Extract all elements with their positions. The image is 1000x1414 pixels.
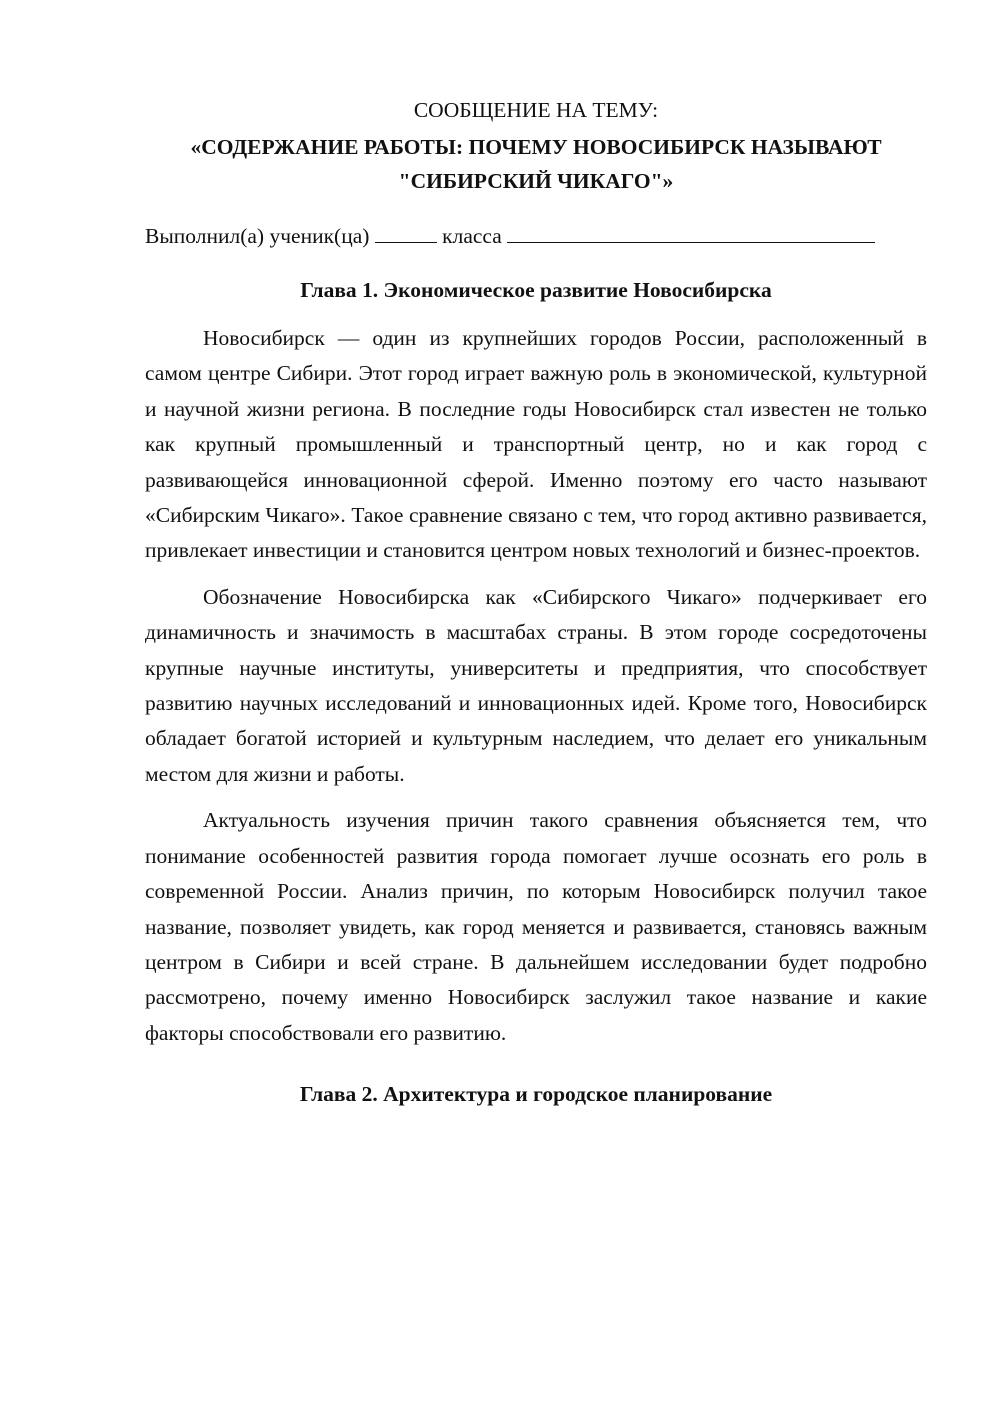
topic-label: СООБЩЕНИЕ НА ТЕМУ: xyxy=(413,98,659,122)
chapter-1-paragraph-1: Новосибирск — один из крупнейших городов России, расположенный в самом центре Сибири. Этот город играет важную роль в экономической, культурной и научной жизни региона. В последние годы Новосибирск стал известен не только как крупный промышленный и транспортный центр, но и как город с развивающейся инновационной сферой. Именно поэтому его часто называют «Сибирским Чикаго». Такое сравнение связано с тем, что город активно развивается, привлекает инвестиции и становится центром новых технологий и бизнес-проектов. xyxy=(145,326,927,563)
signature-line xyxy=(145,218,927,253)
chapter-2-heading: Глава 2. Архитектура и городское планирование xyxy=(299,1082,773,1107)
document-page xyxy=(145,93,927,1125)
class-number-blank xyxy=(375,218,437,243)
class-word-text: класса xyxy=(442,224,502,248)
chapter-1-paragraph-2: Обозначение Новосибирска как «Сибирского Чикаго» подчеркивает его динамичность и значимость в масштабах страны. В этом городе сосредоточены крупные научные институты, университеты и предприятия, что способствует развитию научных исследований и инновационных идей. Кроме того, Новосибирск обладает богатой историей и культурным наследием, что делает его уникальным местом для жизни и работы. xyxy=(145,584,927,786)
name-blank xyxy=(507,218,875,243)
performed-by-text: Выполнил(а) ученик(ца) xyxy=(145,224,370,248)
chapter-1-paragraph-3: Актуальность изучения причин такого сравнения объясняется тем, что понимание особенностей развития города помогает лучше осознать его роль в современной России. Анализ причин, по которым Новосибирск получил такое название, позволяет увидеть, как город меняется и развивается, становясь важным центром в Сибири и всей стране. В дальнейшем исследовании будет подробно рассмотрено, почему именно Новосибирск заслужил такое название и какие факторы способствовали его развитию. xyxy=(145,808,927,1045)
chapter-1-heading: Глава 1. Экономическое развитие Новосибирска xyxy=(300,278,772,302)
document-title: «СОДЕРЖАНИЕ РАБОТЫ: ПОЧЕМУ НОВОСИБИРСК НАЗЫВАЮТ "СИБИРСКИЙ ЧИКАГО"» xyxy=(190,135,882,193)
